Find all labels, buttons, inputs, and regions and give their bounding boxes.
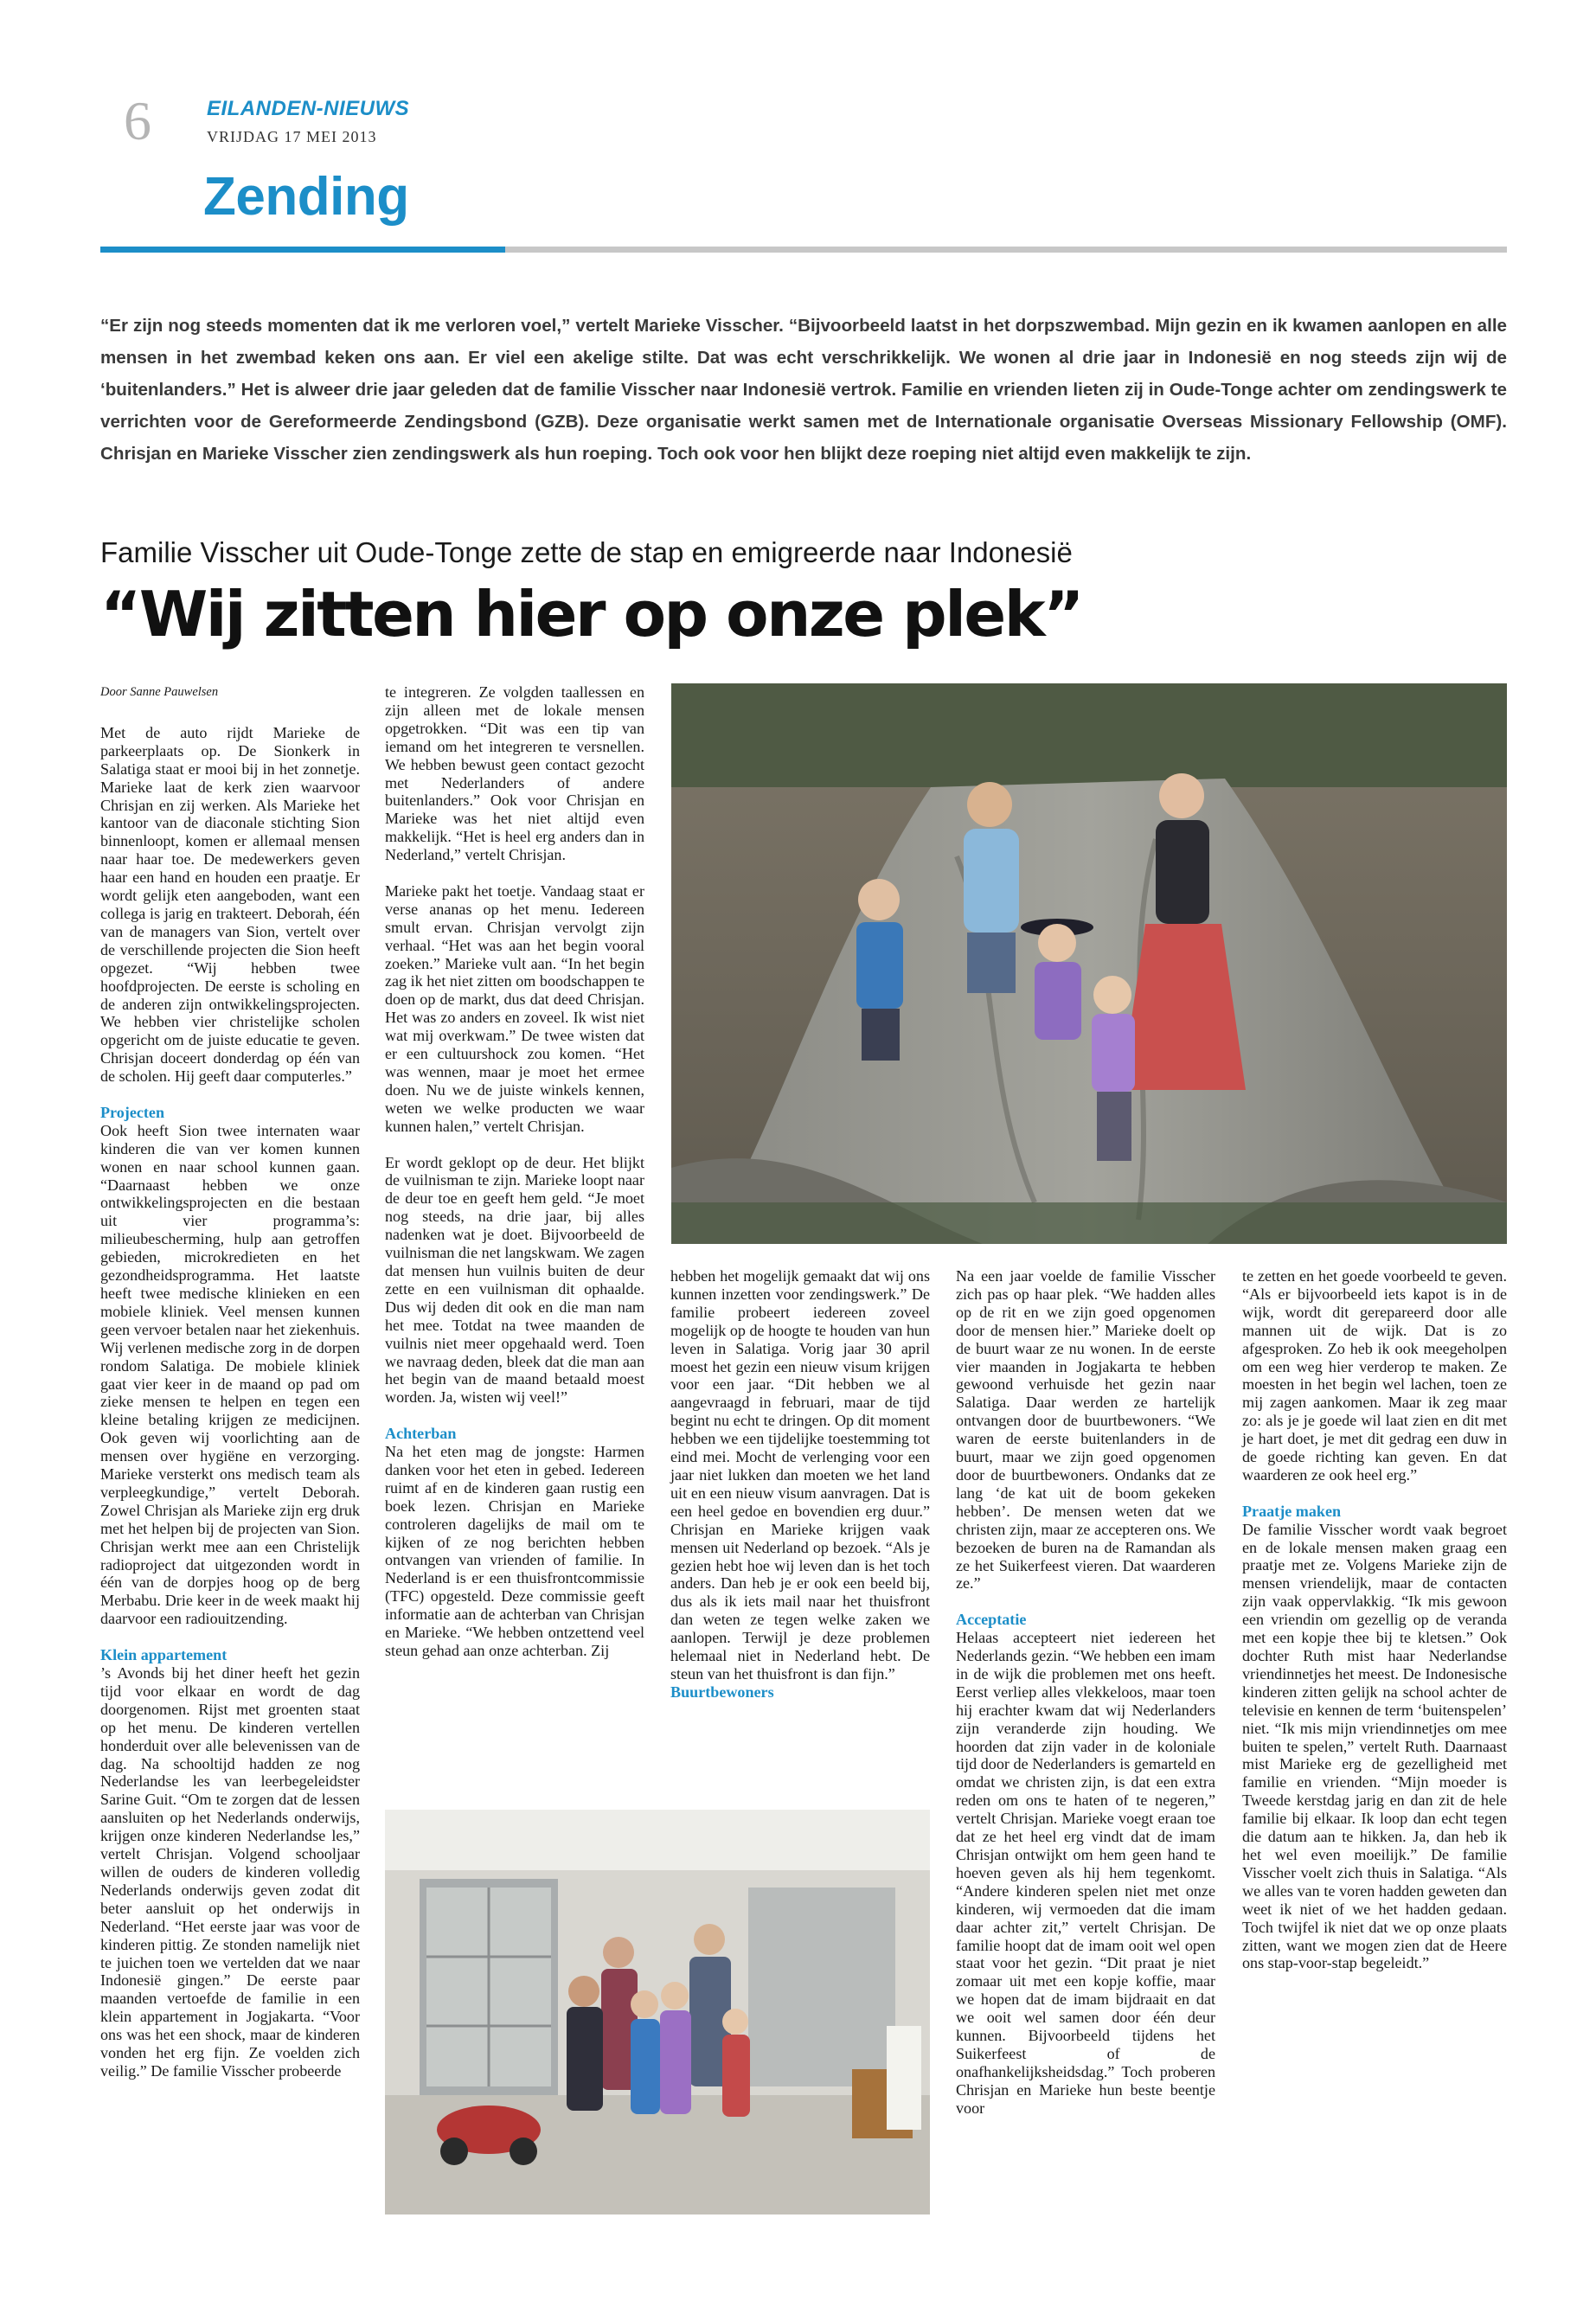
column-2: [385, 683, 644, 1660]
family-tree-photo: [671, 683, 1507, 1244]
publication-date: VRIJDAG 17 MEI 2013: [207, 128, 377, 145]
family-house-illustration: [385, 1810, 930, 2214]
subheading-praatje-maken: Praatje maken: [1242, 1502, 1342, 1520]
paragraph: Ook heeft Sion twee internaten waar kinderen die van ver komen kunnen wonen en naar school kunnen gaan. “Daarnaast hebben we onze ontwikkelingsprojecten en die bestaan uit vier programma’s: milieubescherming, hulp aan getroffen gebieden, microkredieten en het gezondheidsprogramma. Het laatste heeft twee medische klinieken en een mobiele kliniek. Veel mensen kunnen geen vervoer betalen naar het ziekenhuis. Wij verlenen medische zorg in de dorpen rondom Salatiga. De mobiele kliniek gaat vier keer in de maand op pad om zieke mensen te helpen en tegen een kleine betaling krijgen ze medicijnen. Ook geven wij voorlichting aan de mensen over hygiëne en verzorging. Marieke versterkt ons medisch team als verpleegkundige,” vertelt Deborah. Zowel Chrisjan als Marieke zijn erg druk met het helpen bij de projecten van Sion. Chrisjan werkt mee aan een Christelijk radioproject dat uitgezonden wordt in één van de dorpjes hoog op de berg Merbabu. Drie keer in de week maakt hij daarvoor een radiouitzending.: [100, 1121, 360, 1628]
subheading-projecten: Projecten: [100, 1103, 165, 1121]
paragraph: Met de auto rijdt Marieke de parkeerplaats op. De Sionkerk in Salatiga staat er mooi bij in het zonnetje. Marieke laat de kerk zien waarvoor Chrisjan en zij werken. Als Marieke het kantoor van de diaconale stichting Sion binnenloopt, komen er allemaal mensen naar haar toe. De medewerkers geven haar een hand en houden een praatje. Er wordt gelijk eten aangeboden, want een collega is jarig en trakteert. Deborah, één van de managers van Sion, vertelt over de verschillende projecten die Sion heeft opgezet. “Wij hebben twee hoofdprojecten. De eerste is scholing en de anderen zijn ontwikkelingsprojecten. We hebben vier christelijke scholen opgericht om de juiste educatie te geven. Chrisjan doceert donderdag op één van de scholen. Hij geeft daar computerles.”: [100, 723, 360, 1086]
intro-paragraph: “Er zijn nog steeds momenten dat ik me verloren voel,” vertelt Marieke Visscher. “Bijvoorbeeld laatst in het dorpszwembad. Mijn gezin en ik kwamen aanlopen en alle mensen in het zwembad keken ons aan. Er viel een akelige stilte. Dat was echt verschrikkelijk. We wonen al drie jaar in Indonesië en nog steeds zijn wij de ‘buitenlanders.” Het is alweer drie jaar geleden dat de familie Visscher naar Indonesië vertrok. Familie en vrienden lieten zij in Oude-Tonge achter om zendingswerk te verrichten voor de Gereformeerde Zendingsbond (GZB). Deze organisatie werkt samen met de Internationale organisatie Overseas Missionary Fellowship (OMF). Chrisjan en Marieke Visscher zien zendingswerk als hun roeping. Toch ook voor hen blijkt deze roeping niet altijd even makkelijk te zijn.: [100, 316, 1507, 464]
column-1: [100, 683, 360, 2080]
header-rule-accent: [100, 247, 505, 253]
byline: Door Sanne Pauwelsen: [100, 685, 219, 699]
paragraph: te zetten en het goede voorbeeld te geven. “Als er bijvoorbeeld iets kapot is in de wijk, wordt dit gerepareerd door alle mannen uit de wijk. Dat is zo afgesproken. Zo heb ik ook meegeholpen om een weg hier verderop te maken. Ze moesten in het begin wel lachen, toen ze mij zagen aankomen. Maar ik zeg maar zo: als je je goede wil laat zien en dit met je hart doet, je met dit gedrag een duw in de goede richting kan geven. En dat waarderen ze ook heel erg.”: [1242, 1267, 1507, 1484]
paragraph: Helaas accepteert niet iedereen het Nederlands gezin. “We hebben een imam in de wijk die problemen met ons heeft. Eerst verliep alles vlekkeloos, maar toen hij erachter kwam dat wij Nederlanders zijn veranderde zijn houding. We hoorden dat zijn vader in de koloniale tijd door de Nederlanders is gemarteld en omdat we christen zijn, is dat een extra reden om ons te haten of te negeren,” vertelt Chrisjan. Marieke voegt eraan toe dat ze het heel erg vindt dat de imam Chrisjan ontwijkt om hem geen hand te hoeven geven als hij hem tegenkomt. “Andere kinderen spelen niet met onze kinderen, wij vermoeden dat die imam daar achter zit,” vertelt Chrisjan. De familie hoopt dat de imam ooit wel open staat voor het gezin. “Dit praat je niet zomaar uit met een kopje koffie, maar we hopen dat de imam bijdraait en dat we ooit wel samen door één deur kunnen. Bijvoorbeeld tijdens het Suikerfeest of de onafhankelijksheidsdag.” Toch proberen Chrisjan en Marieke hun beste beentje voor: [956, 1629, 1215, 2117]
newspaper-logo: EILANDEN-NIEUWS: [207, 97, 410, 120]
paragraph: De familie Visscher wordt vaak begroet en de lokale mensen maken graag een praatje met ze. Volgens Marieke zijn de mensen vriendelijk, maar de contacten zijn vaak oppervlakkig. “Ik mis gewoon een vriendin om gezellig op de veranda met een kopje thee bij te kletsen.” Ook dochter Ruth mist haar Nederlandse vriendinnetjes het meest. De Indonesische kinderen zitten gelijk na school achter de televisie en kennen de term ‘buitenspelen’ niet. “Ik mis mijn vriendinnetjes om mee buiten te spelen,” vertelt Ruth. Daarnaast mist Marieke erg de gezelligheid met familie en vrienden. “Mijn moeder is Tweede kerstdag jarig en dan zit de hele familie bij elkaar. Ik loop dan echt tegen die datum aan te hikken. Ja, dan heb ik het wel even moeilijk.” De familie Visscher voelt zich thuis in Salatiga. “Als we alles van te voren hadden geweten dan weet ik niet of we het hadden gedaan. Toch twijfel ik niet dat we op onze plaats zitten, want we mogen zien dat de Heere ons stap-voor-stap begeleidt.”: [1242, 1520, 1507, 1972]
column-3: [670, 1267, 930, 1702]
paragraph: Marieke pakt het toetje. Vandaag staat er verse ananas op het menu. Iedereen smult ervan. Chrisjan vervolgt zijn verhaal. “Het was aan het begin vooral zoeken.” Marieke vult aan. “In het begin zag ik het niet zitten om boodschappen te doen op de markt, dus dat deed Chrisjan. Het was zo anders en zoveel. Ik wist niet wat mij overkwam.” De twee wisten dat er een cultuurshock zou komen. “Het was wennen, maar je moet het ermee doen. Nu we de juiste winkels kennen, weten we welke producten we waar kunnen halen,” vertelt Chrisjan.: [385, 881, 644, 1135]
paragraph: hebben het mogelijk gemaakt dat wij ons kunnen inzetten voor zendingswerk.” De familie probeert iedereen zoveel mogelijk op de hoogte te houden van hun leven in Salatiga. Vorig jaar 30 april moest het gezin een nieuw visum krijgen voor een jaar. “Dit hebben we al aangevraagd in februari, maar de tijd begint nu echt te dringen. Op dit moment hebben we een tijdelijke toestemming tot eind mei. Mocht de verlenging voor een jaar niet lukken dan moeten we het land uit en een nieuw visum aanvragen. Dat is een heel gedoe en bovendien erg duur.” Chrisjan en Marieke krijgen vaak mensen uit Nederland op bezoek. “Als je gezien hebt hoe wij leven dan is het toch anders. Dan heb je er ook een beeld bij, dus als ik iets mail naar het thuisfront dan weten ze tegen welke zaken we aanlopen. Terwijl je deze problemen helemaal niet in Nederland hebt. De steun van het thuisfront is dan fijn.”: [670, 1267, 930, 1682]
subheading-acceptatie: Acceptatie: [956, 1611, 1027, 1629]
section-title: Zending: [203, 167, 409, 227]
paragraph: ’s Avonds bij het diner heeft het gezin tijd voor elkaar en wordt de dag doorgenomen. Rijst met groenten staat op het menu. De kinderen vertellen honderduit over alle belevenissen van de dag. Na schooltijd hadden ze nog Nederlandse les van leerbegeleidster Sarine Guit. “Om te zorgen dat de lessen aansluiten op het Nederlands onderwijs, krijgen onze kinderen Nederlandse les,” vertelt Chrisjan. Volgend schooljaar willen de ouders de kinderen volledig Nederlands onderwijs geven zodat dit beter aansluit op het onderwijs in Nederland. “Het eerste jaar was voor de kinderen pittig. Ze stonden namelijk niet te juichen toen we vertelden dat we naar Indonesië gingen.” De eerste paar maanden vertoefde de familie in een klein appartement in Jogjakarta. “Voor ons was het een shock, maar de kinderen vonden het erg fijn. Ze voelden zich veilig.” De familie Visscher probeerde: [100, 1664, 360, 2080]
paragraph: Na het eten mag de jongste: Harmen danken voor het eten in gebed. Iedereen ruimt af en de kinderen gaan rustig een boek lezen. Chrisjan en Marieke controleren dagelijks de mail om te kijken of ze nog berichten hebben ontvangen van vrienden of familie. In Nederland is er een thuisfrontcommissie (TFC) opgesteld. Deze commissie geeft informatie aan de achterban van Chrisjan en Marieke. “We hebben ontzettend veel steun gehad aan onze achterban. Zij: [385, 1443, 644, 1659]
family-house-photo: [385, 1810, 930, 2214]
page-number: 6: [124, 90, 151, 151]
column-5: [1242, 1267, 1507, 1972]
paragraph: Er wordt geklopt op de deur. Het blijkt de vuilnisman te zijn. Marieke loopt naar de deur toe en geeft hem geld. “Je moet nog steeds, na drie jaar, bij alles nadenken wat je doet. Bijvoorbeeld de vuilnisman die net langskwam. We zagen dat mensen hun vuilnis buiten de deur zette en een vuilnisman dit ophaalde. Dus wij deden dit ook en die man nam het mee. Totdat na twee maanden de vuilnis niet meer opgehaald werd. Toen we navraag deden, bleek dat die man aan het begin van de maand betaald moest worden. Ja, wisten wij veel!”: [385, 1153, 644, 1407]
paragraph: Na een jaar voelde de familie Visscher zich pas op haar plek. “We hadden alles op de rit en we zijn goed opgenomen door de mensen hier.” Marieke doelt op de buurt waar ze nu wonen. In de eerste vier maanden in Jogjakarta te hebben gewoond verhuisde het gezin naar Salatiga. Daar werden ze hartelijk ontvangen door de buurtbewoners. “We waren de eerste buitenlanders in de buurt, maar we zijn goed opgenomen door de buurtbewoners. Ondanks dat ze lang ‘de kat uit de boom gekeken hebben’. De mensen weten dat we christen zijn, maar ze accepteren ons. We bezoeken de buren na de Ramandan als ze het Suikerfeest vieren. Dat waarderen ze.”: [956, 1267, 1215, 1593]
column-4: [956, 1267, 1215, 2118]
subheading-buurtbewoners: Buurtbewoners: [670, 1682, 774, 1701]
family-tree-illustration: [671, 683, 1507, 1244]
subheading-achterban: Achterban: [385, 1425, 457, 1443]
subheading-klein-appartement: Klein appartement: [100, 1646, 228, 1664]
article-kicker: Familie Visscher uit Oude-Tonge zette de stap en emigreerde naar Indonesië: [100, 536, 1073, 568]
article-headline: “Wij zitten hier op onze plek”: [100, 578, 1082, 651]
paragraph: te integreren. Ze volgden taallessen en zijn alleen met de lokale mensen opgetrokken. “Dit was een tip van iemand om het integreren te versnellen. We hebben bewust geen contact gezocht met Nederlanders of andere buitenlanders.” Ook voor Chrisjan en Marieke was het niet altijd even makkelijk. “Het is heel erg anders dan in Nederland,” vertelt Chrisjan.: [385, 683, 644, 864]
